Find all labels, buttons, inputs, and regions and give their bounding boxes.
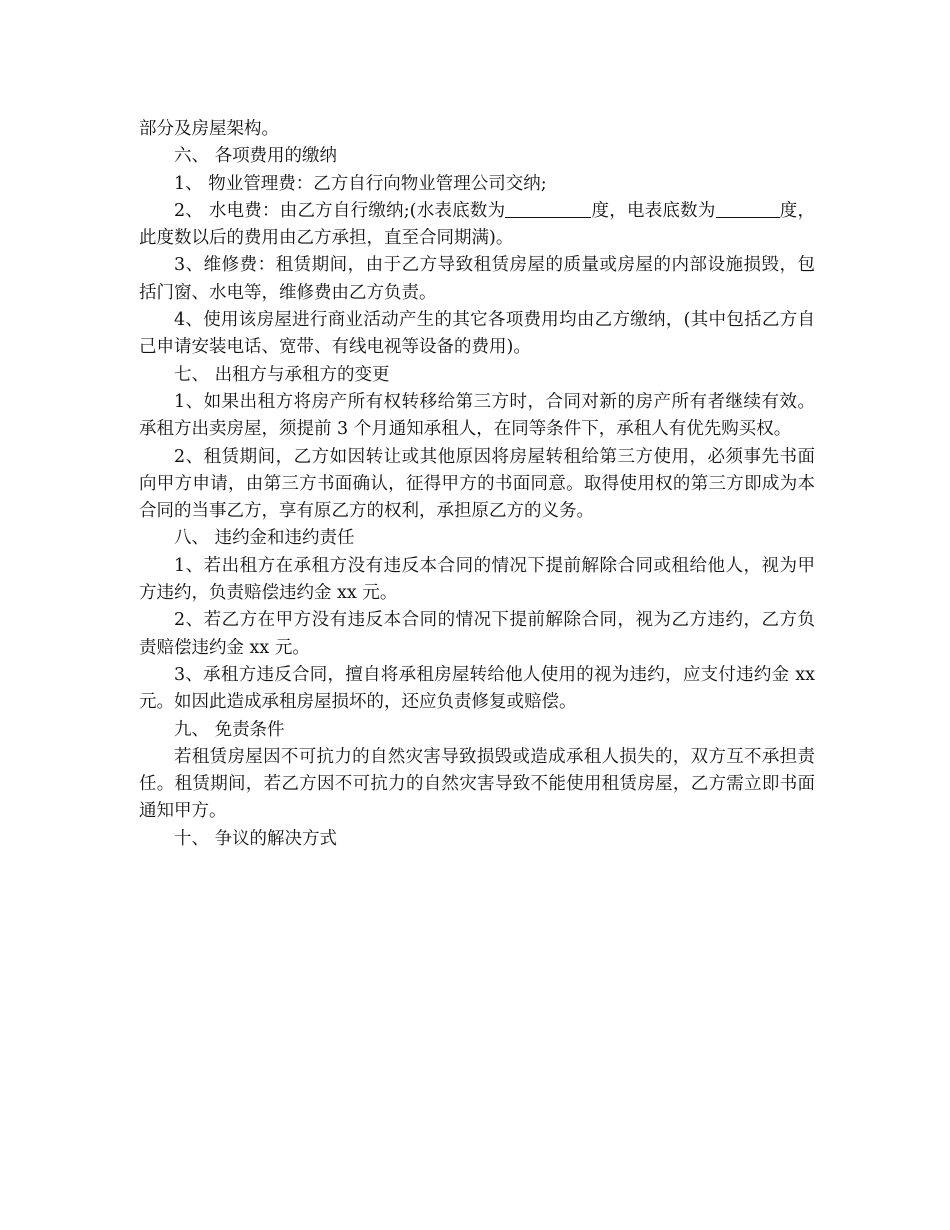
section-heading-changes: 七、 出租方与承租方的变更	[174, 364, 390, 385]
paragraph-utility-fee	[139, 198, 815, 253]
section-heading-fees: 六、 各项费用的缴纳	[174, 146, 338, 167]
paragraph-ownership-transfer: 1、如果出租方将房产所有权转移给第三方时，合同对新的房产所有者继续有效。承租方出卖房屋，须提前 3 个月通知承租人，在同等条件下，承租人有优先购买权。	[139, 391, 815, 440]
utility-fee-text-3: 度，此度数以后的费用由乙方承担，直至合同期满)。	[139, 200, 816, 249]
paragraph-unauthorized-sublease: 3、承租方违反合同，擅自将承租房屋转给他人使用的视为违约，应支付违约金 xx 元。如因此造成承租房屋损坏的，还应负责修复或赔偿。	[139, 664, 815, 713]
paragraph-property-fee: 1、 物业管理费：乙方自行向物业管理公司交纳;	[174, 173, 547, 194]
paragraph-sublease: 2、租赁期间，乙方如因转让或其他原因将房屋转租给第三方使用，必须事先书面向甲方申请，由第三方书面确认，征得甲方的书面同意。取得使用权的第三方即成为本合同的当事乙方，享有原乙方的权利，承担原乙方的义务。	[139, 446, 815, 522]
section-heading-dispute: 十、 争议的解决方式	[174, 828, 338, 849]
paragraph-maintenance-fee: 3、维修费：租赁期间，由于乙方导致租赁房屋的质量或房屋的内部设施损毁，包括门窗、水电等，维修费由乙方负责。	[139, 255, 815, 303]
paragraph-force-majeure: 若租赁房屋因不可抗力的自然灾害导致损毁或造成承租人损失的，双方互不承担责任。租赁期间，若乙方因不可抗力的自然灾害导致不能使用租赁房屋，乙方需立即书面通知甲方。	[139, 746, 815, 822]
paragraph-architecture-end: 部分及房屋架构。	[139, 119, 279, 139]
utility-fee-text-2: 度，电表底数为	[591, 200, 716, 221]
paragraph-lessee-breach: 2、若乙方在甲方没有违反本合同的情况下提前解除合同，视为乙方违约，乙方负责赔偿违约金 xx 元。	[139, 610, 815, 658]
section-heading-penalty: 八、 违约金和违约责任	[174, 528, 355, 549]
water-meter-blank	[505, 199, 591, 218]
section-heading-exemption: 九、 免责条件	[174, 719, 285, 740]
electric-meter-blank	[716, 199, 780, 218]
document-body	[139, 116, 815, 853]
paragraph-other-fees: 4、使用该房屋进行商业活动产生的其它各项费用均由乙方缴纳，(其中包括乙方自己申请安装电话、宽带、有线电视等设备的费用)。	[139, 310, 815, 358]
paragraph-lessor-breach: 1、若出租方在承租方没有违反本合同的情况下提前解除合同或租给他人，视为甲方违约，负责赔偿违约金 xx 元。	[139, 555, 815, 604]
utility-fee-text-1: 2、 水电费：由乙方自行缴纳;(水表底数为	[174, 200, 506, 221]
